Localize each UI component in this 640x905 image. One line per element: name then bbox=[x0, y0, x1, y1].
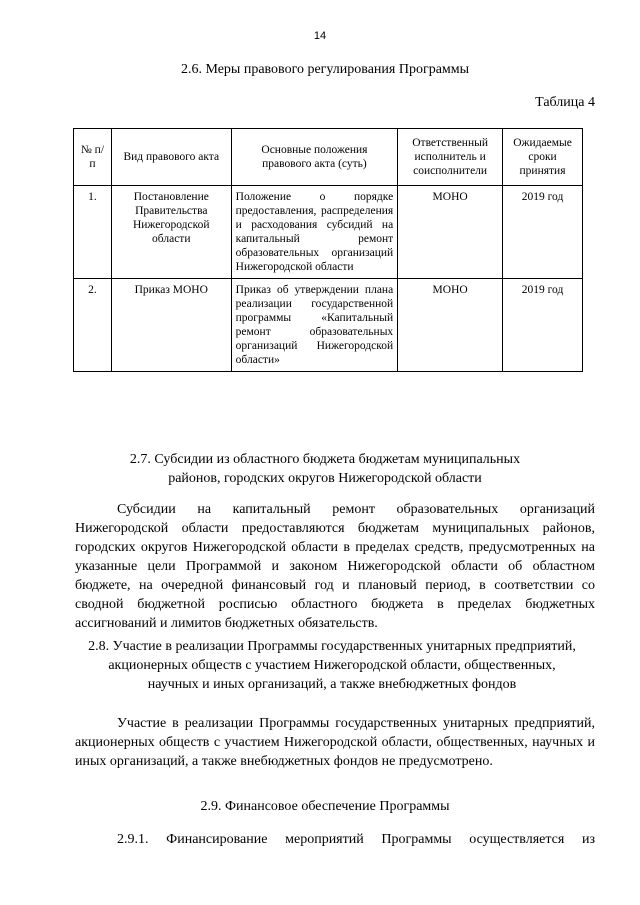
row-act-content: Положение о порядке предоставления, распределения и расходования субсидий на капитальный ремонт образовательных организаций Нижегородской области bbox=[231, 186, 398, 279]
header-number: № п/п bbox=[74, 129, 112, 186]
header-deadline: Ожидаемые сроки принятия bbox=[503, 129, 583, 186]
table-row bbox=[74, 279, 583, 372]
header-act-type: Вид правового акта bbox=[111, 129, 231, 186]
section-2-6-title: 2.6. Меры правового регулирования Программы bbox=[180, 62, 470, 77]
page-number: 14 bbox=[313, 30, 327, 42]
legal-regulation-table bbox=[73, 128, 583, 372]
row-act-type: Приказ МОНО bbox=[111, 279, 231, 372]
row-number: 1. bbox=[74, 186, 112, 279]
row-responsible: МОНО bbox=[398, 279, 503, 372]
section-2-7-title: 2.7. Субсидии из областного бюджета бюджетам муниципальных районов, городских округов Нижегородской области bbox=[129, 452, 521, 486]
header-act-content: Основные положения правового акта (суть) bbox=[231, 129, 398, 186]
table-header-row bbox=[74, 129, 583, 186]
section-2-8-paragraph: Участие в реализации Программы государственных унитарных предприятий, акционерных обществ с участием Нижегородской области, общественных, научных и иных организаций, а также внебюджетных фондов не предусмотрено. bbox=[75, 716, 595, 769]
row-responsible: МОНО bbox=[398, 186, 503, 279]
section-2-7-paragraph: Субсидии на капитальный ремонт образовательных организаций Нижегородской области предоставляются бюджетам муниципальных районов, городских округов Нижегородской области в пределах средств, предусмотренных на указанные цели Программой и законом Нижегородской области об областном бюджете, на очередной финансовый год и плановый период, в соответствии со сводной бюджетной росписью областного бюджета в пределах бюджетных ассигнований и лимитов бюджетных обязательств. bbox=[75, 502, 595, 631]
row-act-content: Приказ об утверждении плана реализации государственной программы «Капитальный ремонт образовательных организаций Нижегородской области» bbox=[231, 279, 398, 372]
row-deadline: 2019 год bbox=[503, 279, 583, 372]
row-deadline: 2019 год bbox=[503, 186, 583, 279]
row-number: 2. bbox=[74, 279, 112, 372]
header-responsible: Ответственный исполнитель и соисполнители bbox=[398, 129, 503, 186]
section-2-9-title: 2.9. Финансовое обеспечение Программы bbox=[200, 799, 450, 814]
section-2-9-paragraph: 2.9.1. Финансирование мероприятий Программы осуществляется из bbox=[117, 832, 595, 847]
row-act-type: Постановление Правительства Нижегородской области bbox=[111, 186, 231, 279]
section-2-8-title: 2.8. Участие в реализации Программы государственных унитарных предприятий, акционерных обществ с участием Нижегородской области, общественных, научных и иных организаций, а также внебюджетных фондов bbox=[88, 639, 576, 692]
table-row bbox=[74, 186, 583, 279]
table-label: Таблица 4 bbox=[535, 95, 595, 110]
